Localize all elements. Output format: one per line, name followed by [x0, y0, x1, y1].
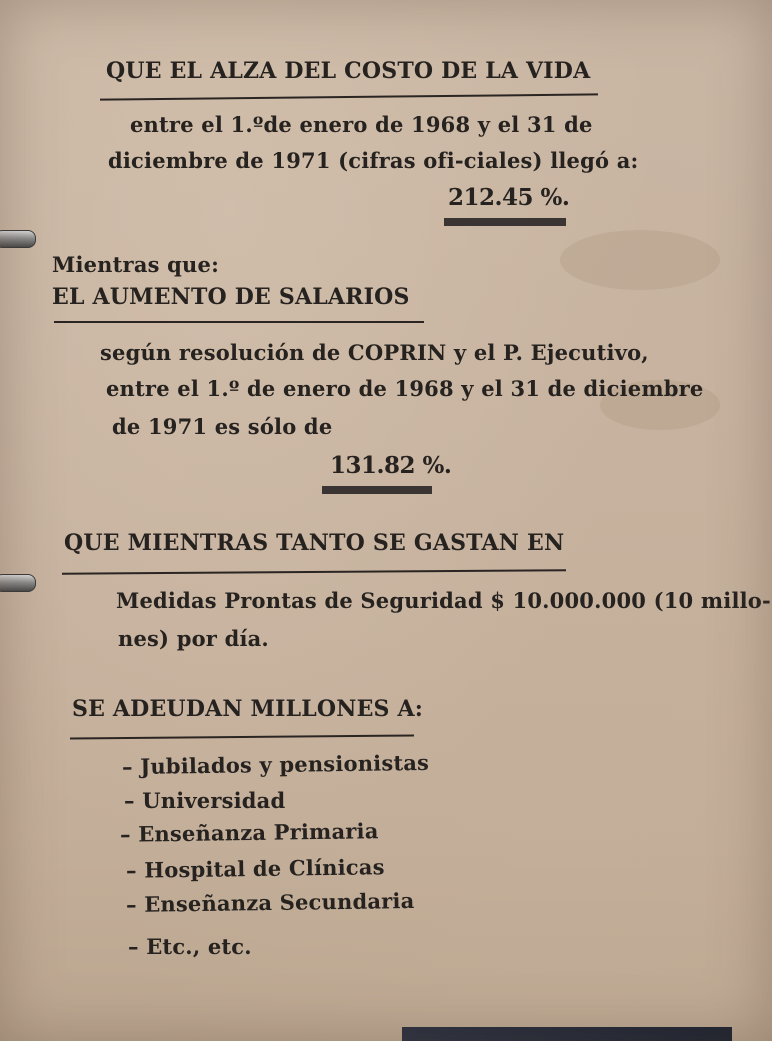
text-line: diciembre de 1971 (cifras ofi-ciales) llegó a: — [108, 148, 639, 173]
list-item: – Enseñanza Primaria — [119, 818, 379, 847]
binder-ring-bottom — [0, 574, 36, 592]
text-line: entre el 1.ºde enero de 1968 y el 31 de — [130, 112, 593, 137]
heading-cost-of-living: QUE EL ALZA DEL COSTO DE LA VIDA — [106, 58, 591, 84]
text-line: según resolución de COPRIN y el P. Ejecutivo, — [100, 340, 649, 365]
text-line: de 1971 es sólo de — [112, 414, 333, 439]
list-item: – Hospital de Clínicas — [125, 854, 385, 883]
text-line: Medidas Prontas de Seguridad $ 10.000.000 (10 millo- — [116, 588, 771, 613]
heading-underline — [70, 734, 414, 739]
value-underbar — [444, 218, 566, 226]
list-item: – Universidad — [124, 788, 286, 813]
heading-underline — [54, 321, 424, 323]
intro-text: Mientras que: — [52, 252, 220, 277]
binding-edge — [402, 1027, 732, 1041]
heading-debts: SE ADEUDAN MILLONES A: — [72, 696, 424, 722]
list-item: – Etc., etc. — [128, 934, 252, 959]
cost-of-living-value: 212.45 %. — [448, 184, 570, 211]
text-line: entre el 1.º de enero de 1968 y el 31 de diciembre — [106, 376, 704, 401]
heading-underline — [62, 569, 566, 575]
salary-increase-value: 131.82 %. — [330, 452, 452, 479]
heading-underline — [100, 93, 598, 100]
value-underbar — [322, 486, 432, 494]
heading-salary-increase: EL AUMENTO DE SALARIOS — [52, 284, 410, 310]
text-line: nes) por día. — [118, 626, 269, 651]
heading-spending: QUE MIENTRAS TANTO SE GASTAN EN — [64, 530, 565, 556]
list-item: – Jubilados y pensionistas — [121, 749, 430, 780]
binder-ring-top — [0, 230, 36, 248]
list-item: – Enseñanza Secundaria — [125, 887, 415, 918]
paper-stain — [560, 230, 720, 290]
